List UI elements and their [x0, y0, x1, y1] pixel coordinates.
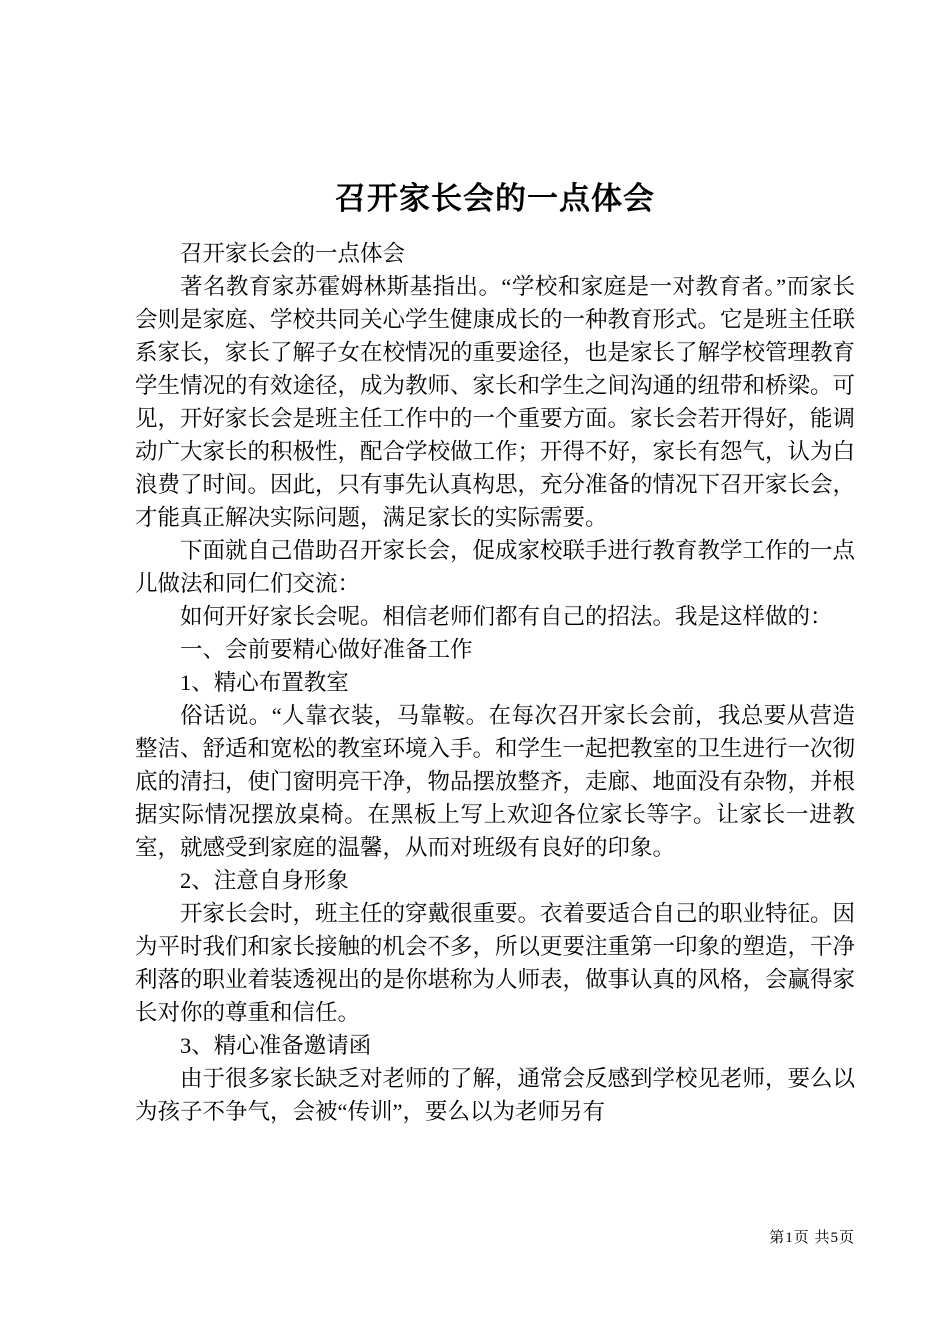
paragraph: 著名教育家苏霍姆林斯基指出。“学校和家庭是一对教育者。”而家长会则是家庭、学校共同关心学生健康成长的一种教育形式。它是班主任联系家长，家长了解子女在校情况的重要途径，也是家长了解学校管理教育学生情况的有效途径，成为教师、家长和学生之间沟通的纽带和桥梁。可见，开好家长会是班主任工作中的一个重要方面。家长会若开得好，能调动广大家长的积极性，配合学校做工作；开得不好，家长有怨气，认为白浪费了时间。因此，只有事先认真构思，充分准备的情况下召开家长会，才能真正解决实际问题，满足家长的实际需要。 — [135, 273, 856, 530]
paragraph: 开家长会时，班主任的穿戴很重要。衣着要适合自己的职业特征。因为平时我们和家长接触的机会不多，所以更要注重第一印象的塑造，干净利落的职业着装透视出的是你堪称为人师表，做事认真的风格，会赢得家长对你的尊重和信任。 — [135, 900, 856, 1025]
subsection-heading: 3、精心准备邀请函 — [180, 1032, 372, 1058]
document-title: 召开家长会的一点体会 — [335, 181, 655, 216]
page-number-footer: 第1页 共5页 — [769, 1230, 855, 1246]
paragraph: 召开家长会的一点体会 — [180, 240, 406, 266]
paragraph: 下面就自己借助召开家长会，促成家校联手进行教育教学工作的一点儿做法和同仁们交流： — [135, 537, 856, 596]
paragraph: 由于很多家长缺乏对老师的了解，通常会反感到学校见老师，要么以为孩子不争气，会被“传训”，要么以为老师另有 — [135, 1065, 856, 1124]
paragraph: 如何开好家长会呢。相信老师们都有自己的招法。我是这样做的： — [180, 603, 833, 629]
subsection-heading: 2、注意自身形象 — [180, 867, 349, 893]
section-heading: 一、会前要精心做好准备工作 — [180, 636, 473, 662]
document-body — [135, 237, 855, 1128]
document-content — [135, 180, 855, 1128]
paragraph: 俗话说。“人靠衣装，马靠鞍。在每次召开家长会前，我总要从营造整洁、舒适和宽松的教室环境入手。和学生一起把教室的卫生进行一次彻底的清扫，使门窗明亮干净，物品摆放整齐，走廊、地面没有杂物，并根据实际情况摆放桌椅。在黑板上写上欢迎各位家长等字。让家长一进教室，就感受到家庭的温馨，从而对班级有良好的印象。 — [135, 702, 856, 860]
subsection-heading: 1、精心布置教室 — [180, 669, 349, 695]
